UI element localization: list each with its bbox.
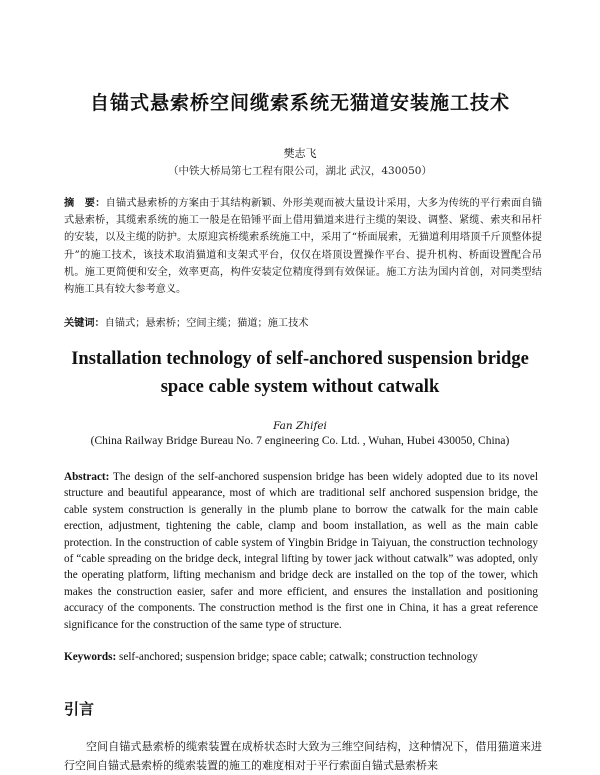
chinese-author: 樊志飞 (283, 147, 317, 160)
chinese-keywords-label: 关键词： (64, 318, 105, 329)
english-keywords-label: Keywords: (64, 651, 117, 663)
english-affiliation: (China Railway Bridge Bureau No. 7 engineering Co. Ltd. , Wuhan, Hubei 430050, China) (90, 435, 510, 447)
chinese-keywords-text: 自锚式；悬索桥；空间主缆；猫道；施工技术 (104, 318, 309, 329)
chinese-abstract (64, 195, 542, 298)
chinese-keywords (64, 314, 542, 329)
chinese-abstract-text: 自锚式悬索桥的方案由于其结构新颖、外形美观而被大量设计采用，大多为传统的平行索面自锚式悬索桥，其缆索系统的施工一般是在铅锤平面上借用猫道来进行主缆的架设、调整、紧缆、索夹和吊杆的安装，以及主缆的防护。太原迎宾桥缆索系统施工中，采用了“桥面展索，无猫道利用塔顶千斤顶整体提升”的施工技术，该技术取消猫道和支架式平台，仅仅在塔顶设置操作平台、提升机构、桥面设置配合吊机。施工更简便和安全，效率更高，构件安装定位精度得到有效保证。施工方法为国内首创，对同类型结构施工具有较大参考意义。 (64, 198, 543, 296)
chinese-affiliation: （中铁大桥局第七工程有限公司，湖北 武汉，430050） (168, 165, 432, 177)
english-keywords (64, 649, 538, 665)
english-abstract-text: The design of the self-anchored suspension bridge has been widely adopted due to its novel structure and beautiful appearance, most of which are traditional self anchored suspension bridge, the cable system construction is generally in the plumb plane to borrow the catwalk for the main cable erection, adjustment, tightening the cable, clamp and boom installation, as well as the main cable protection. In the construction of cable system of Yingbin Bridge in Taiyuan, the construction technology of “cable spreading on the bridge deck, integral lifting by tower jack without catwalk” was adopted, only the operating platform, lifting mechanism and bridge deck are installed on the top of the tower, which makes the construction easier, safer and more efficient, and ensures the installation and positioning accuracy of the components. The construction method is the first one in China, it has a great reference significance for the construction of the same type of structure. (64, 471, 538, 631)
chinese-title: 自锚式悬索桥空间缆索系统无猫道安装施工技术 (89, 92, 510, 114)
english-abstract (64, 469, 538, 633)
chinese-abstract-label: 摘 要： (64, 198, 106, 209)
section-heading: 引言 (64, 700, 95, 718)
body-paragraph: 空间自锚式悬索桥的缆索装置在成桥状态时大致为三维空间结构，这种情况下，借用猫道来进行空间自锚式悬索桥的缆索装置的施工的难度相对于平行索面自锚式悬索桥来 (64, 740, 542, 772)
english-title: Installation technology of self-anchored suspension bridge space cable system without catwalk (71, 349, 529, 397)
english-abstract-label: Abstract: (64, 471, 110, 483)
english-author: Fan Zhifei (273, 420, 327, 432)
english-keywords-text: self-anchored; suspension bridge; space cable; catwalk; construction technology (116, 651, 478, 663)
